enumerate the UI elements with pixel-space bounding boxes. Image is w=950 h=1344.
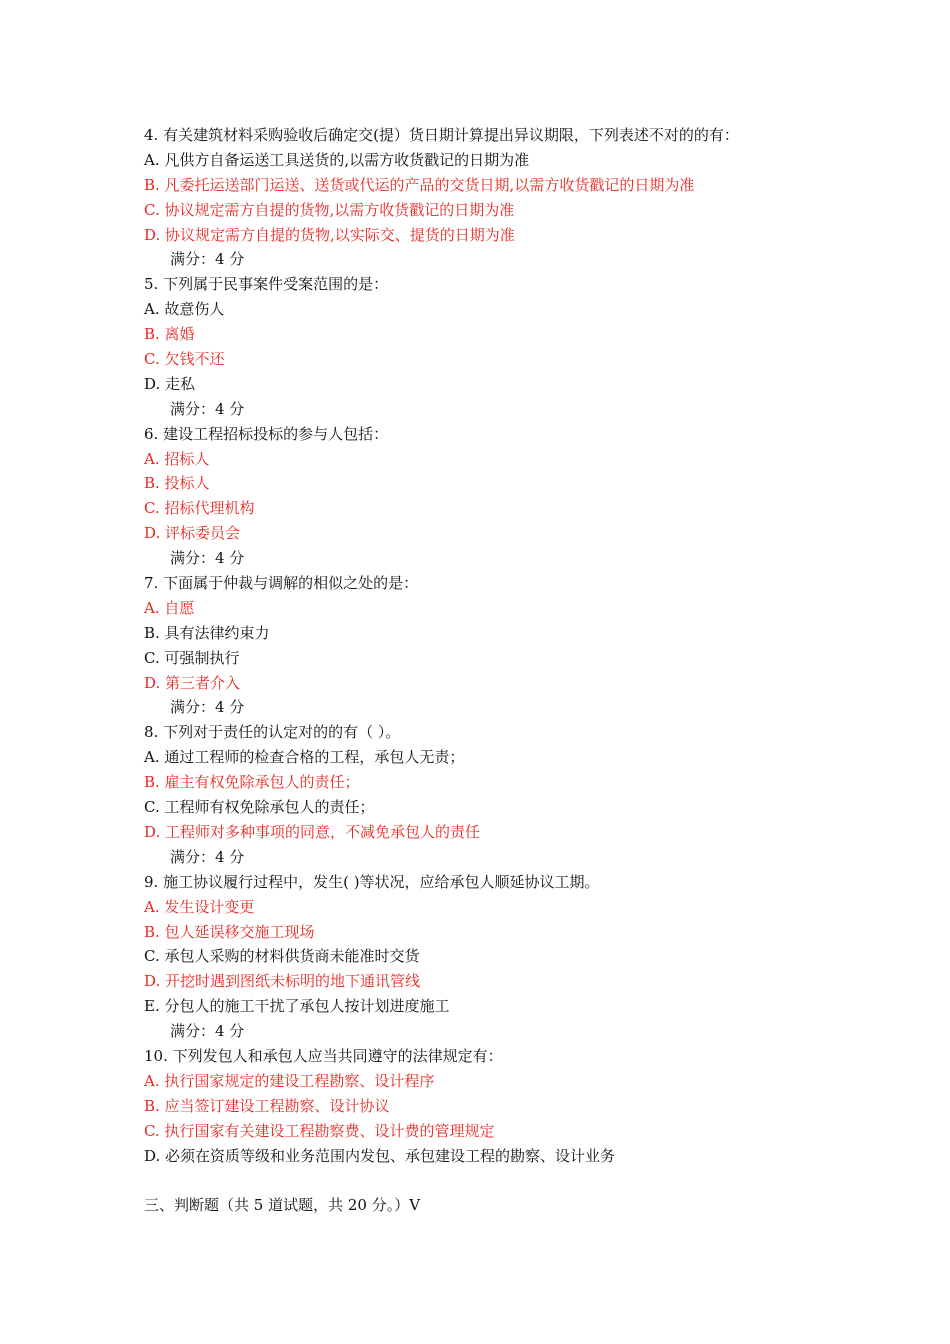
option-correct: A. 招标人 <box>144 449 210 468</box>
option-correct: B. 投标人 <box>144 474 210 493</box>
option: D. 走私 <box>144 374 196 393</box>
question-stem: 4. 有关建筑材料采购验收后确定交(提）货日期计算提出异议期限，下列表述不对的的有： <box>144 126 739 144</box>
option-correct: B. 凡委托运送部门运送、送货或代运的产品的交货日期,以需方收货戳记的日期为准 <box>144 175 695 194</box>
question-stem: 9. 施工协议履行过程中，发生( )等状况，应给承包人顺延协议工期。 <box>144 872 600 891</box>
option-correct: D. 工程师对多种事项的同意，不减免承包人的责任 <box>144 822 481 841</box>
option: E. 分包人的施工干扰了承包人按计划进度施工 <box>144 997 450 1016</box>
option-correct: C. 执行国家有关建设工程勘察费、设计费的管理规定 <box>144 1121 495 1140</box>
option-correct: B. 雇主有权免除承包人的责任； <box>144 773 360 792</box>
option: B. 具有法律约束力 <box>144 623 270 642</box>
option-correct: D. 协议规定需方自提的货物,以实际交、提货的日期为准 <box>144 225 515 244</box>
option-correct: A. 发生设计变更 <box>144 897 255 916</box>
score-line: 满分：4 分 <box>170 399 245 418</box>
option-correct: C. 招标代理机构 <box>144 499 255 518</box>
option-correct: A. 自愿 <box>144 598 195 617</box>
option-correct: D. 评标委员会 <box>144 524 241 543</box>
option-correct: B. 应当签订建设工程勘察、设计协议 <box>144 1096 390 1115</box>
option-correct: C. 欠钱不还 <box>144 350 225 369</box>
option: C. 工程师有权免除承包人的责任； <box>144 798 375 817</box>
document-page <box>144 123 844 1218</box>
option-correct: D. 开挖时遇到图纸未标明的地下通讯管线 <box>144 972 421 991</box>
score-line: 满分：4 分 <box>170 549 245 568</box>
score-line: 满分：4 分 <box>170 847 245 866</box>
question-stem: 10. 下列发包人和承包人应当共同遵守的法律规定有： <box>144 1046 503 1065</box>
option: A. 通过工程师的检查合格的工程，承包人无责； <box>144 748 465 767</box>
question-stem: 6. 建设工程招标投标的参与人包括： <box>144 424 389 443</box>
option-correct: C. 协议规定需方自提的货物,以需方收货戳记的日期为准 <box>144 200 515 219</box>
option: A. 凡供方自备运送工具送货的,以需方收货戳记的日期为准 <box>144 150 530 169</box>
section-heading: 三、判断题（共 5 道试题，共 20 分。）V <box>144 1196 421 1215</box>
option-correct: A. 执行国家规定的建设工程勘察、设计程序 <box>144 1071 435 1090</box>
question-stem: 8. 下列对于责任的认定对的的有（ ）。 <box>144 723 401 742</box>
score-line: 满分：4 分 <box>170 1022 245 1041</box>
question-stem: 7. 下面属于仲裁与调解的相似之处的是： <box>144 574 419 593</box>
blank-line <box>144 1168 844 1193</box>
option: D. 必须在资质等级和业务范围内发包、承包建设工程的勘察、设计业务 <box>144 1146 616 1165</box>
score-line: 满分：4 分 <box>170 250 245 269</box>
option-correct: B. 离婚 <box>144 325 195 344</box>
option: C. 可强制执行 <box>144 648 240 667</box>
score-line: 满分：4 分 <box>170 698 245 717</box>
question-stem: 5. 下列属于民事案件受案范围的是： <box>144 275 389 294</box>
option-correct: D. 第三者介入 <box>144 673 241 692</box>
option: A. 故意伤人 <box>144 300 225 319</box>
option: C. 承包人采购的材料供货商未能准时交货 <box>144 947 420 966</box>
option-correct: B. 包人延误移交施工现场 <box>144 922 315 941</box>
